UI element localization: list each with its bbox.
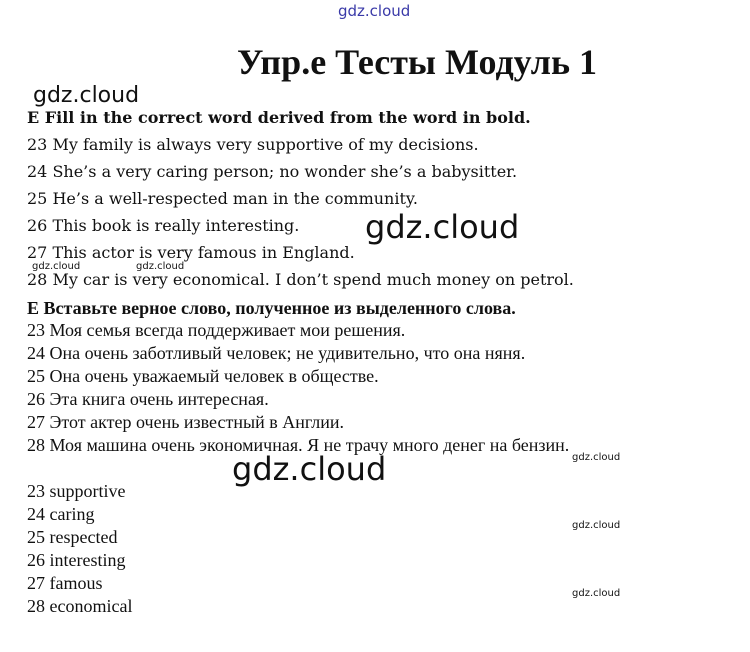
russian-line: 27 Этот актер очень известный в Англии.	[27, 412, 345, 432]
english-line: 25 He’s a well-respected man in the community.	[27, 189, 418, 208]
english-line: 23 My family is always very supportive of my decisions.	[27, 135, 479, 154]
watermark: gdz.cloud	[572, 452, 621, 463]
answer-item: 27 famous	[27, 573, 103, 593]
english-line: 27 This actor is very famous in England.	[27, 243, 355, 262]
watermark: gdz.cloud	[572, 588, 621, 599]
english-line: 28 My car is very economical. I don’t spend much money on petrol.	[27, 270, 574, 289]
russian-line: 28 Моя машина очень экономичная. Я не трачу много денег на бензин.	[27, 435, 570, 455]
russian-line: 24 Она очень заботливый человек; не удивительно, что она няня.	[27, 343, 526, 363]
watermark: gdz.cloud	[365, 208, 520, 246]
russian-heading: Е Вставьте верное слово, полученное из выделенного слова.	[27, 298, 516, 318]
answer-item: 24 caring	[27, 504, 95, 524]
watermark-top[interactable]: gdz.cloud	[338, 2, 411, 20]
answer-item: 23 supportive	[27, 481, 126, 501]
russian-line: 26 Эта книга очень интересная.	[27, 389, 269, 409]
answer-item: 26 interesting	[27, 550, 126, 570]
english-heading: E Fill in the correct word derived from the word in bold.	[27, 108, 531, 127]
watermark: gdz.cloud	[572, 520, 621, 531]
answer-item: 28 economical	[27, 596, 133, 616]
watermark: gdz.cloud	[32, 261, 81, 272]
page-title: Упр.е Тесты Модуль 1	[236, 42, 598, 82]
watermark: gdz.cloud	[33, 83, 140, 108]
russian-line: 23 Моя семья всегда поддерживает мои решения.	[27, 320, 406, 340]
english-line: 24 She’s a very caring person; no wonder she’s a babysitter.	[27, 162, 518, 181]
watermark: gdz.cloud	[136, 261, 185, 272]
english-line: 26 This book is really interesting.	[27, 216, 300, 235]
russian-line: 25 Она очень уважаемый человек в обществе.	[27, 366, 379, 386]
answer-item: 25 respected	[27, 527, 118, 547]
watermark: gdz.cloud	[232, 450, 387, 488]
